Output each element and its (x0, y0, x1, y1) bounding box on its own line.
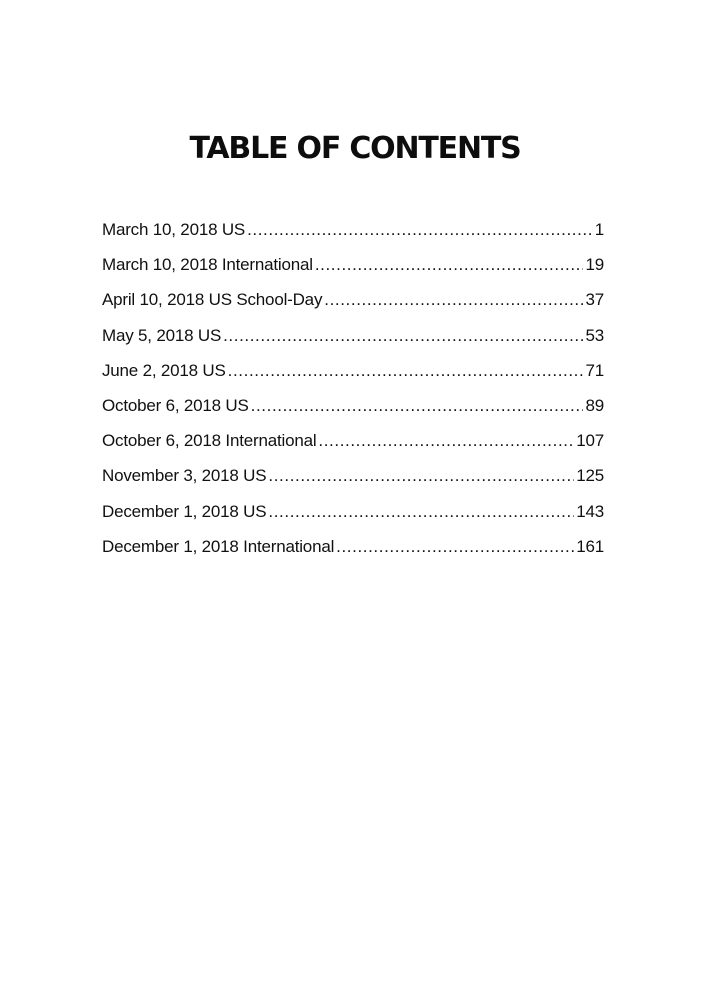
dot-leader (268, 466, 574, 486)
toc-entry-page-number: 37 (585, 290, 604, 310)
toc-entry-title: March 10, 2018 International (102, 255, 313, 275)
toc-entry-title: December 1, 2018 US (102, 501, 267, 521)
dot-leader (223, 326, 583, 346)
toc-entry-title: March 10, 2018 US (102, 220, 246, 239)
toc-entry[interactable] (102, 290, 604, 325)
toc-entry-page-number: 71 (585, 360, 604, 380)
dot-leader (247, 220, 593, 240)
page-title: TABLE OF CONTENTS (189, 131, 521, 166)
toc-entry[interactable] (102, 326, 604, 361)
toc-entry[interactable] (102, 502, 604, 537)
toc-entry[interactable] (102, 361, 604, 396)
toc-entry[interactable] (102, 466, 604, 501)
toc-entry-page-number: 143 (576, 501, 604, 521)
toc-entry-title: June 2, 2018 US (102, 360, 226, 380)
dot-leader (251, 396, 584, 416)
dot-leader (315, 255, 584, 275)
toc-entry[interactable] (102, 431, 604, 466)
toc-entry-title: October 6, 2018 US (102, 395, 249, 415)
toc-entry-title: October 6, 2018 International (102, 431, 317, 451)
dot-leader (336, 537, 574, 557)
dot-leader (228, 361, 584, 381)
toc-entry[interactable] (102, 537, 604, 572)
dot-leader (318, 431, 574, 451)
toc-entry[interactable] (102, 396, 604, 431)
toc-entry-title: December 1, 2018 International (102, 536, 335, 556)
toc-entry-page-number: 19 (585, 255, 604, 275)
toc-entry-title: May 5, 2018 US (102, 325, 222, 345)
toc-entry-page-number: 53 (585, 325, 604, 345)
toc-entry-page-number: 107 (576, 431, 604, 451)
toc-entry-page-number: 125 (576, 466, 604, 486)
toc-entry-title: April 10, 2018 US School-Day (102, 290, 323, 310)
toc-entry[interactable] (102, 255, 604, 290)
dot-leader (268, 502, 574, 522)
toc-entry-page-number: 161 (576, 536, 604, 556)
toc-entry-page-number: 1 (594, 220, 604, 239)
toc-entry[interactable] (102, 220, 604, 255)
dot-leader (324, 290, 583, 310)
toc-list (102, 220, 604, 572)
toc-entry-page-number: 89 (585, 395, 604, 415)
toc-entry-title: November 3, 2018 US (102, 466, 267, 486)
